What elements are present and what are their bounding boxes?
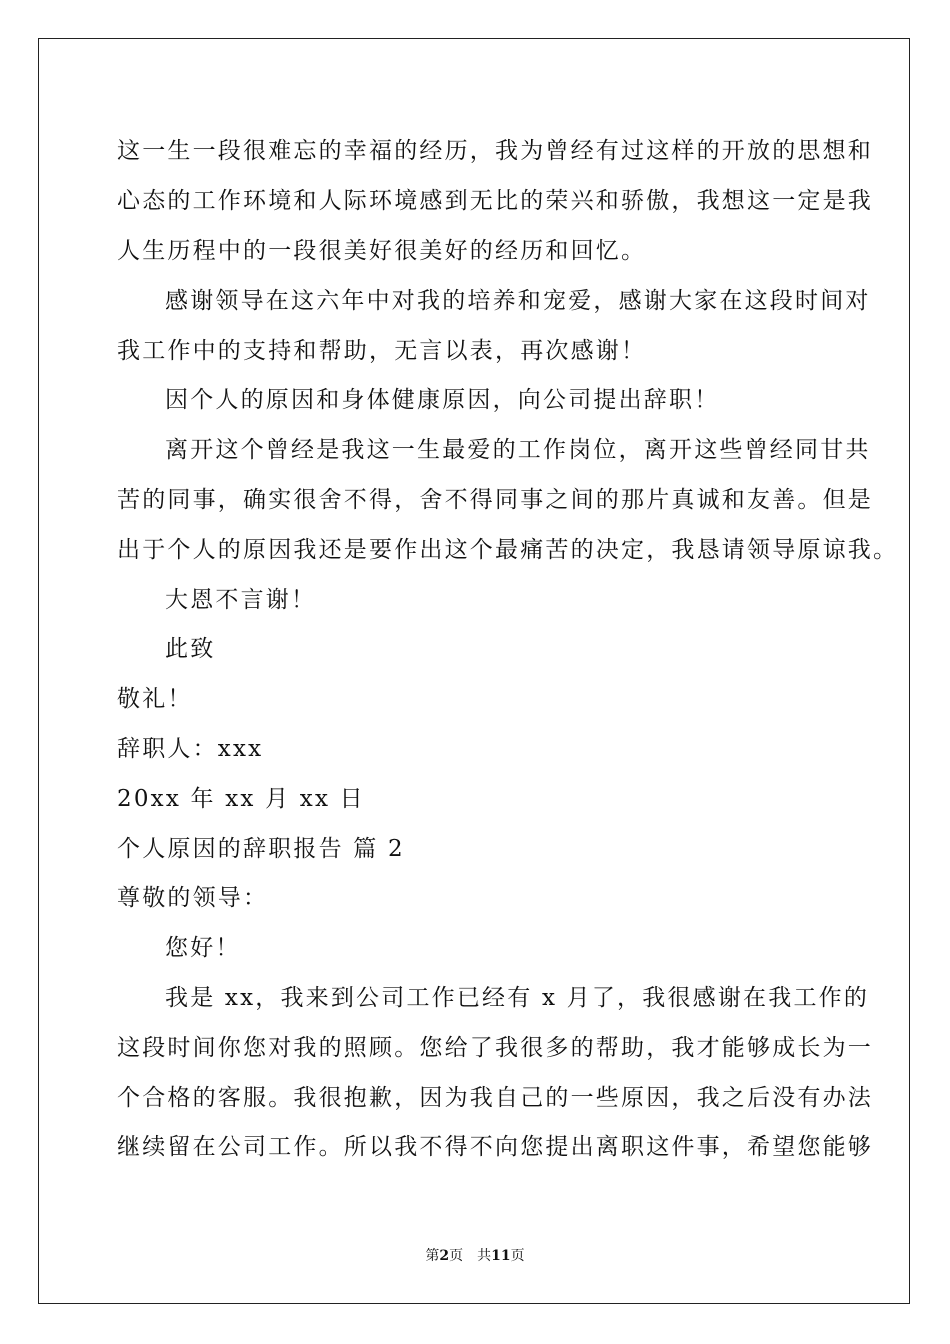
page-border xyxy=(38,38,910,1304)
page-suffix: 页 xyxy=(449,1248,464,1264)
signature-line: 辞职人：xxx xyxy=(117,736,264,762)
total-pages: 11 xyxy=(491,1248,511,1264)
body-line: 我是 xx，我来到公司工作已经有 x 月了，我很感谢在我工作的 xyxy=(165,985,870,1011)
body-line: 继续留在公司工作。所以我不得不向您提出离职这件事，希望您能够 xyxy=(117,1134,873,1160)
body-line: 离开这个曾经是我这一生最爱的工作岗位，离开这些曾经同甘共 xyxy=(165,437,871,463)
closing-regards: 敬礼！ xyxy=(117,686,193,712)
body-line: 大恩不言谢！ xyxy=(165,587,317,613)
body-line: 因个人的原因和身体健康原因，向公司提出辞职！ xyxy=(165,387,720,413)
body-line: 出于个人的原因我还是要作出这个最痛苦的决定，我恳请领导原谅我。 xyxy=(117,537,899,563)
body-line: 苦的同事，确实很舍不得，舍不得同事之间的那片真诚和友善。但是 xyxy=(117,487,873,513)
body-line: 这段时间你您对我的照顾。您给了我很多的帮助，我才能够成长为一 xyxy=(117,1035,873,1061)
total-suffix: 页 xyxy=(510,1248,525,1264)
greeting-line: 尊敬的领导： xyxy=(117,885,269,911)
date-line: 20xx 年 xx 月 xx 日 xyxy=(117,786,365,812)
body-line: 这一生一段很难忘的幸福的经历，我为曾经有过这样的开放的思想和 xyxy=(117,138,873,164)
page-number: 2 xyxy=(439,1248,450,1264)
body-line: 您好！ xyxy=(165,935,241,961)
page-footer xyxy=(0,1247,950,1265)
body-line: 人生历程中的一段很美好很美好的经历和回忆。 xyxy=(117,238,647,264)
page-prefix: 第 xyxy=(425,1248,440,1264)
body-line: 感谢领导在这六年中对我的培养和宠爱，感谢大家在这段时间对 xyxy=(165,288,871,314)
body-line: 个合格的客服。我很抱歉，因为我自己的一些原因，我之后没有办法 xyxy=(117,1085,873,1111)
body-line: 我工作中的支持和帮助，无言以表，再次感谢！ xyxy=(117,338,647,364)
closing-salutation: 此致 xyxy=(165,636,216,662)
section-heading: 个人原因的辞职报告 篇 2 xyxy=(117,836,405,862)
body-line: 心态的工作环境和人际环境感到无比的荣兴和骄傲，我想这一定是我 xyxy=(117,188,873,214)
total-prefix: 共 xyxy=(477,1248,492,1264)
